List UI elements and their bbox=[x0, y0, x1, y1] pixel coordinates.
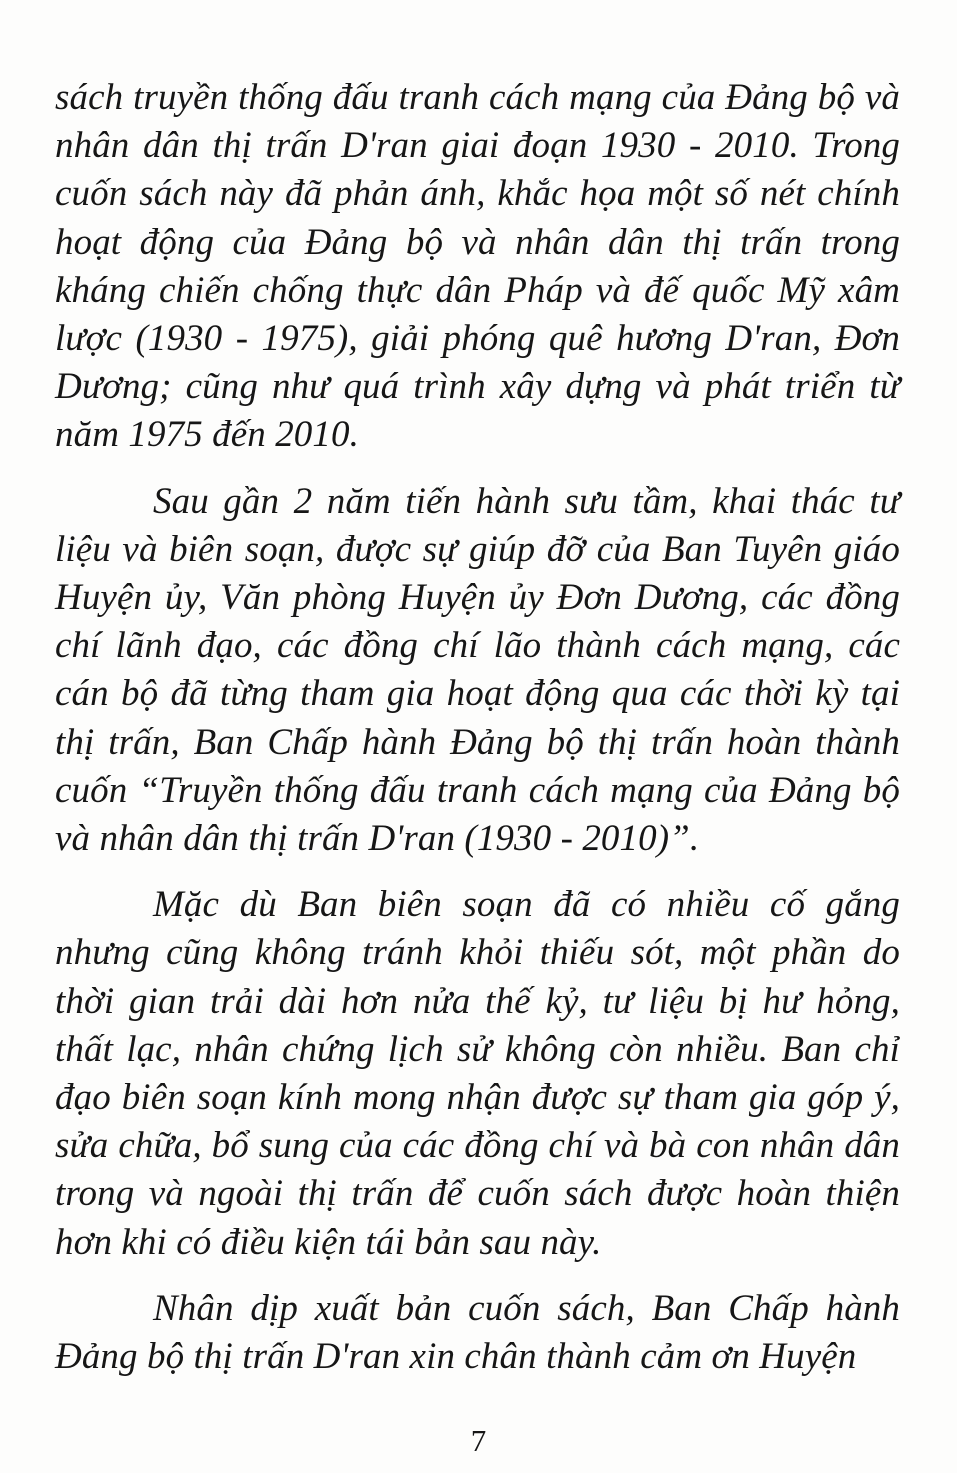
page-number: 7 bbox=[470, 1423, 487, 1458]
paragraph-gap bbox=[55, 863, 900, 881]
body-text bbox=[55, 74, 900, 1381]
paragraph-3: Mặc dù Ban biên soạn đã có nhiều cố gắng nhưng cũng không tránh khỏi thiếu sót, một phần do thời gian trải dài hơn nửa thế kỷ, tư liệu bị hư hỏng, thất lạc, nhân chứng lịch sử không còn nhiều. Ban chỉ đạo biên soạn kính mong nhận được sự tham gia góp ý, sửa chữa, bổ sung của các đồng chí và bà con nhân dân trong và ngoài thị trấn để cuốn sách được hoàn thiện hơn khi có điều kiện tái bản sau này. bbox=[55, 884, 900, 1263]
paragraph-gap bbox=[55, 1267, 900, 1285]
paragraph-gap bbox=[55, 460, 900, 478]
paragraph-4: Nhân dịp xuất bản cuốn sách, Ban Chấp hành Đảng bộ thị trấn D'ran xin chân thành cảm ơn Huyện bbox=[55, 1287, 900, 1378]
paragraph-1: sách truyền thống đấu tranh cách mạng của Đảng bộ và nhân dân thị trấn D'ran giai đoạn 1930 - 2010. Trong cuốn sách này đã phản ánh, khắc họa một số nét chính hoạt động của Đảng bộ và nhân dân thị trấn trong kháng chiến chống thực dân Pháp và đế quốc Mỹ xâm lược (1930 - 1975), giải phóng quê hương D'ran, Đơn Dương; cũng như quá trình xây dựng và phát triển từ năm 1975 đến 2010. bbox=[55, 77, 900, 456]
paragraph-2: Sau gần 2 năm tiến hành sưu tầm, khai thác tư liệu và biên soạn, được sự giúp đỡ của Ban Tuyên giáo Huyện ủy, Văn phòng Huyện ủy Đơn Dương, các đồng chí lãnh đạo, các đồng chí lão thành cách mạng, các cán bộ đã từng tham gia hoạt động qua các thời kỳ tại thị trấn, Ban Chấp hành Đảng bộ thị trấn hoàn thành cuốn “Truyền thống đấu tranh cách mạng của Đảng bộ và nhân dân thị trấn D'ran (1930 - 2010)”. bbox=[55, 480, 900, 860]
